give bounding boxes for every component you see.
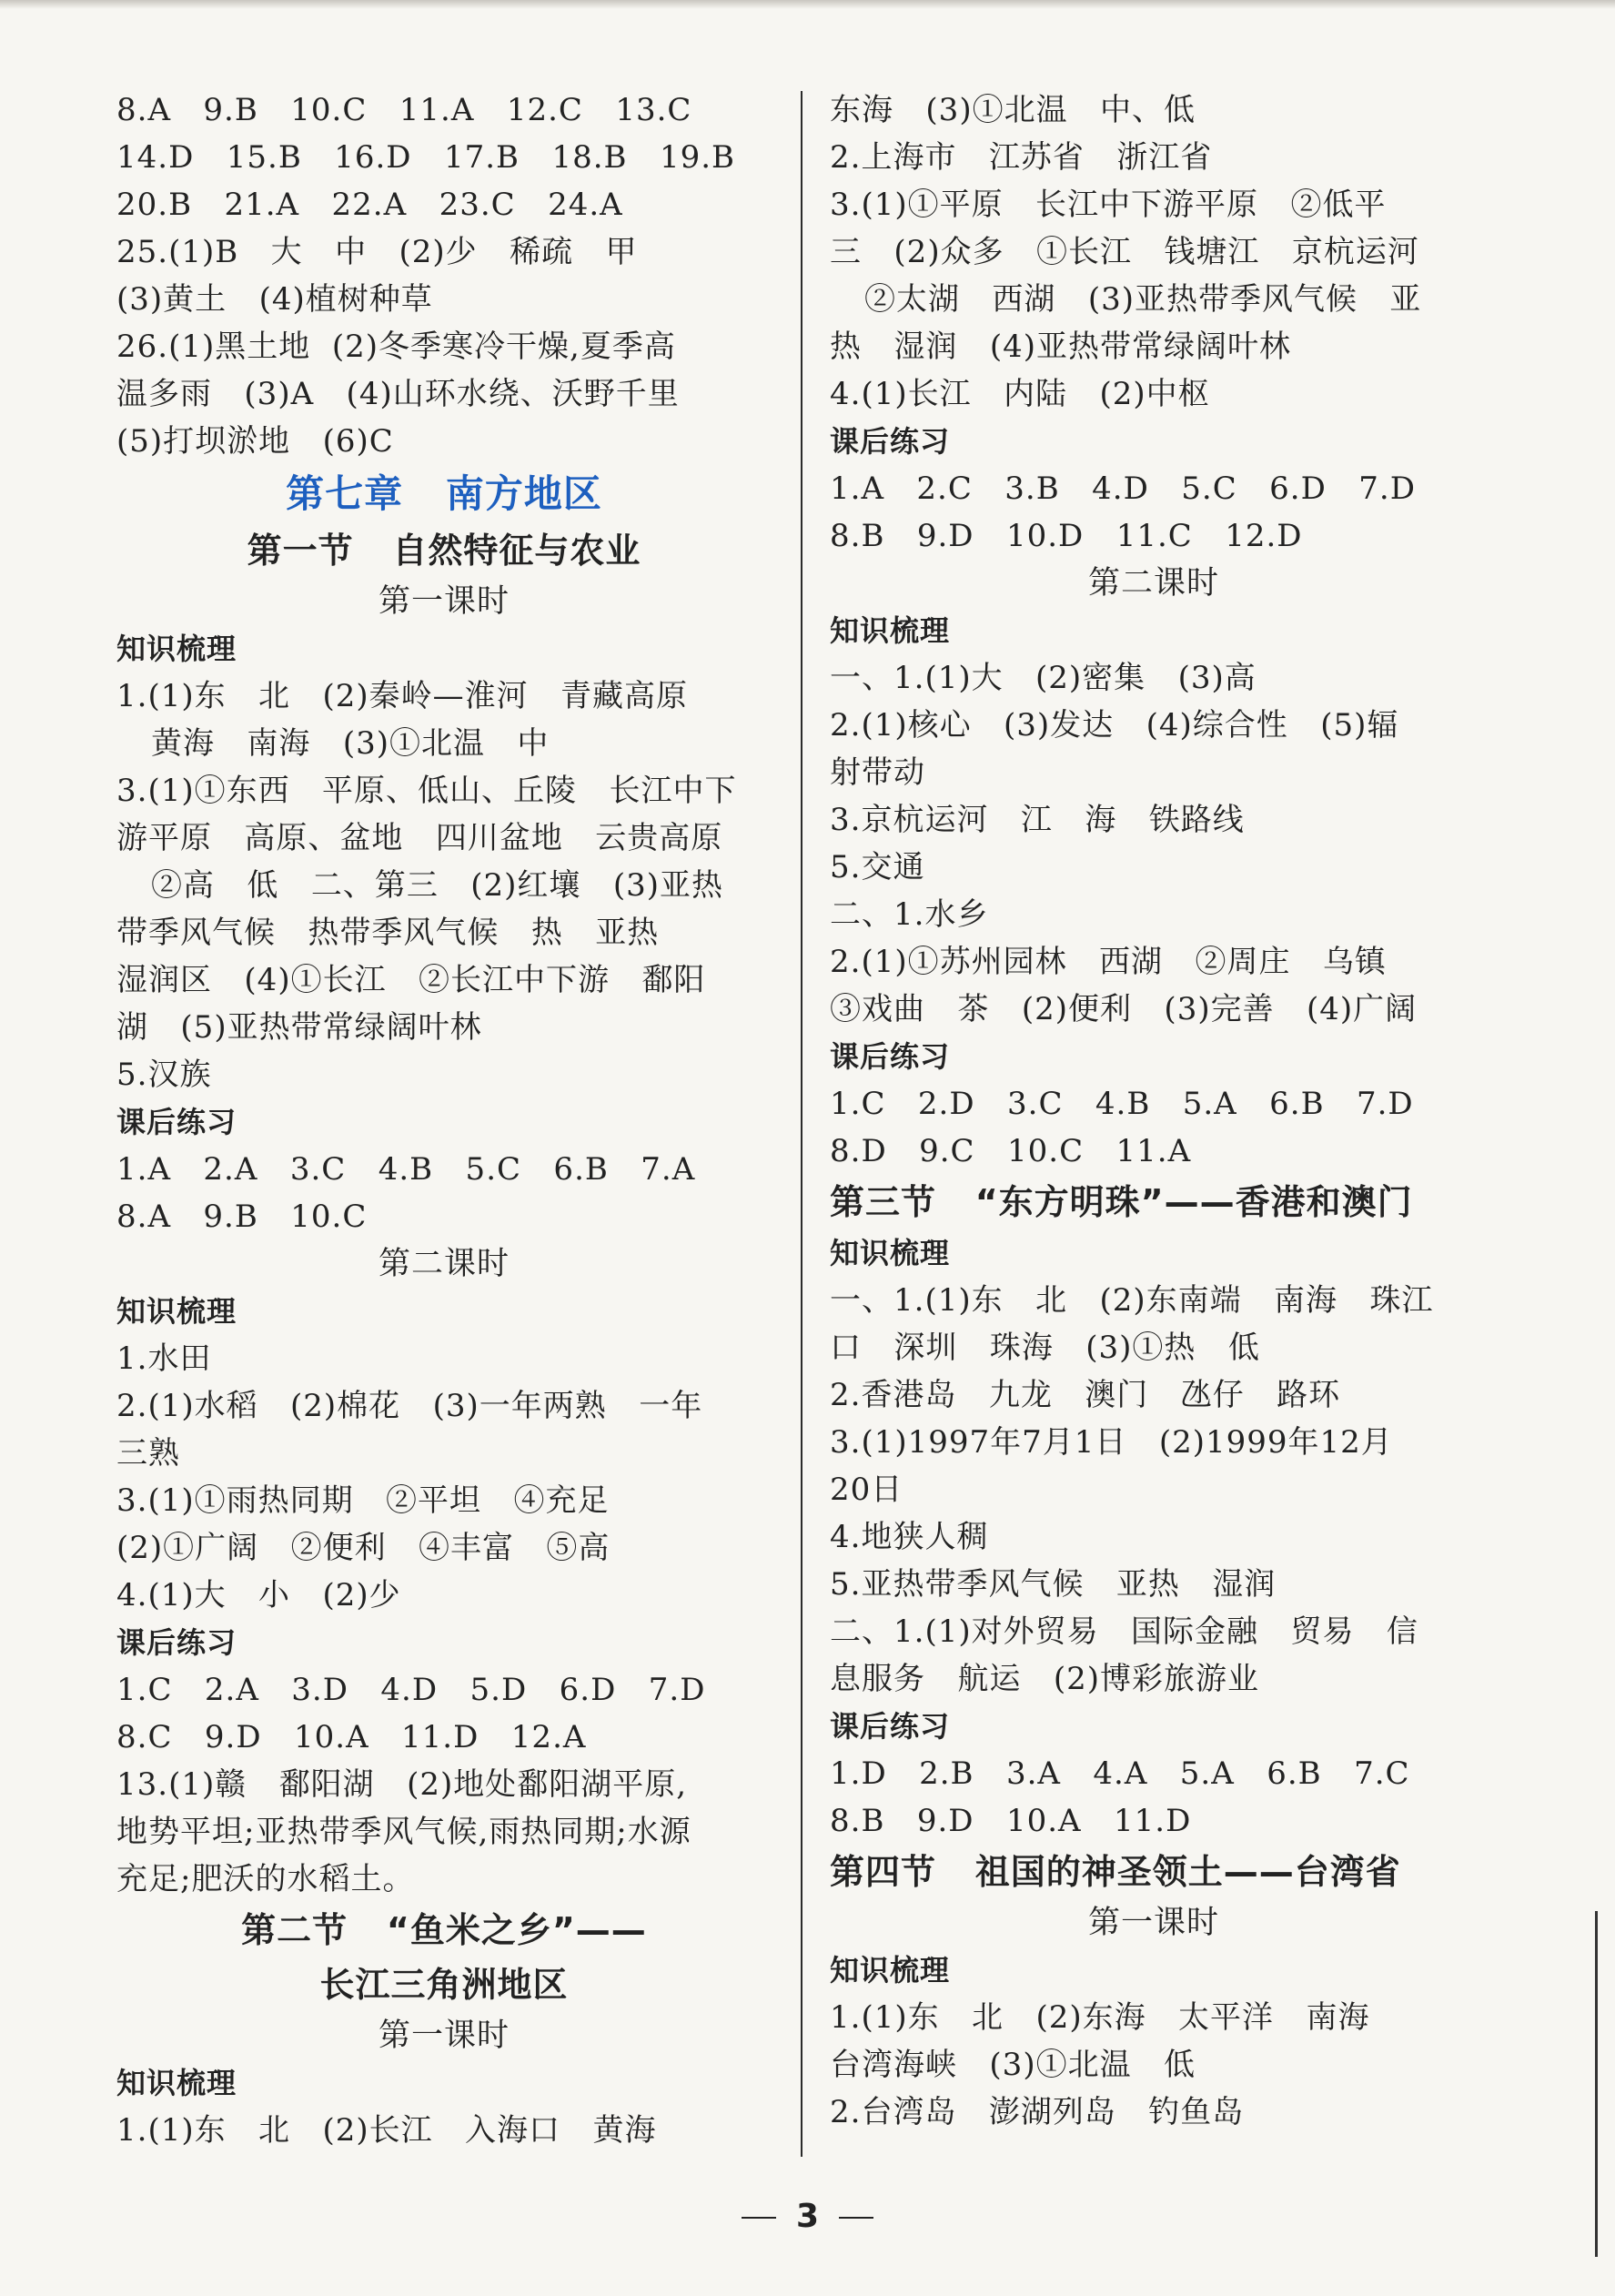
answer-line: 1.C 2.A 3.D 4.D 5.D 6.D 7.D — [116, 1672, 706, 1708]
page-number: 3 — [795, 2198, 820, 2235]
answer-line: 热 湿润 (4)亚热带常绿阔叶林 — [830, 329, 1292, 365]
section-title: 第三节 “东方明珠”——香港和澳门 — [830, 1182, 1413, 1222]
answer-line: 5.亚热带季风气候 亚热 湿润 — [830, 1566, 1277, 1603]
answer-line: 8.B 9.D 10.A 11.D — [830, 1803, 1192, 1839]
answer-line: ②高 低 二、第三 (2)红壤 (3)亚热 — [151, 867, 724, 904]
answer-line: 黄海 南海 (3)①北温 中 — [151, 725, 550, 762]
subsection-heading: 知识梳理 — [830, 1953, 951, 1988]
answer-line: 1.水田 — [116, 1340, 212, 1377]
subsection-heading: 课后练习 — [830, 1709, 951, 1744]
left-column — [116, 86, 772, 2154]
lesson-heading: 第一课时 — [378, 583, 510, 620]
section-title: 第二节 “鱼米之乡”—— — [241, 1910, 647, 1950]
answer-line: 3.(1)①平原 长江中下游平原 ②低平 — [830, 187, 1387, 223]
column-divider — [801, 91, 802, 2157]
answer-line: 带季风气候 热带季风气候 热 亚热 — [116, 915, 660, 951]
answer-line: 1.(1)东 北 (2)东海 太平洋 南海 — [830, 1999, 1370, 2036]
answer-line: 25.(1)B 大 中 (2)少 稀疏 甲 — [116, 234, 638, 270]
subsection-heading: 课后练习 — [830, 424, 951, 459]
lesson-heading: 第一课时 — [1087, 1905, 1219, 1941]
answer-line: 20日 — [830, 1472, 903, 1508]
answer-line: 息服务 航运 (2)博彩旅游业 — [830, 1661, 1260, 1697]
answer-line: 2.(1)①苏州园林 西湖 ②周庄 乌镇 — [830, 944, 1387, 980]
answer-line: 2.(1)核心 (3)发达 (4)综合性 (5)辐 — [830, 707, 1399, 743]
answer-line: (3)黄土 (4)植树种草 — [116, 281, 433, 318]
subsection-heading: 课后练习 — [116, 1625, 237, 1660]
right-column — [830, 86, 1478, 2136]
footer-dash-right — [839, 2217, 873, 2219]
answer-line: 二、1.(1)对外贸易 国际金融 贸易 信 — [830, 1613, 1418, 1650]
answer-line: 地势平坦;亚热带季风气候,雨热同期;水源 — [116, 1814, 691, 1850]
lesson-heading: 第二课时 — [1087, 565, 1219, 602]
answer-line: 一、1.(1)大 (2)密集 (3)高 — [830, 660, 1257, 696]
answer-line: 1.A 2.C 3.B 4.D 5.C 6.D 7.D — [830, 470, 1416, 507]
answer-line: 8.B 9.D 10.D 11.C 12.D — [830, 518, 1303, 554]
page-edge-line — [1595, 1911, 1598, 2257]
answer-line: 1.D 2.B 3.A 4.A 5.A 6.B 7.C — [830, 1755, 1410, 1792]
answer-line: 温多雨 (3)A (4)山环水绕、沃野千里 — [116, 376, 680, 412]
answer-line: 台湾海峡 (3)①北温 低 — [830, 2047, 1196, 2083]
answer-line: 3.(1)①东西 平原、低山、丘陵 长江中下 — [116, 773, 737, 809]
footer-dash-left — [742, 2217, 776, 2219]
answer-line: 2.香港岛 九龙 澳门 氹仔 路环 — [830, 1377, 1341, 1413]
answer-line: 8.D 9.C 10.C 11.A — [830, 1133, 1192, 1169]
answer-line: 8.A 9.B 10.C 11.A 12.C 13.C — [116, 92, 692, 128]
answer-line: 三熟 — [116, 1435, 180, 1472]
answer-line: 3.(1)①雨热同期 ②平坦 ④充足 — [116, 1482, 610, 1519]
subsection-heading: 课后练习 — [116, 1105, 237, 1139]
answer-line: 湖 (5)亚热带常绿阔叶林 — [116, 1009, 482, 1046]
subsection-heading: 知识梳理 — [116, 632, 237, 666]
answer-line: 1.(1)东 北 (2)秦岭—淮河 青藏高原 — [116, 678, 689, 714]
chapter-title: 第七章 南方地区 — [286, 471, 602, 516]
answer-line: 口 深圳 珠海 (3)①热 低 — [830, 1330, 1260, 1366]
answer-line: 5.交通 — [830, 849, 925, 885]
answer-line: 26.(1)黑土地 (2)冬季寒冷干燥,夏季高 — [116, 329, 676, 365]
answer-line: 湿润区 (4)①长江 ②长江中下游 鄱阳 — [116, 962, 706, 998]
answer-line: 三 (2)众多 ①长江 钱塘江 京杭运河 — [830, 234, 1419, 270]
answer-line: 1.C 2.D 3.C 4.B 5.A 6.B 7.D — [830, 1086, 1414, 1122]
subsection-heading: 课后练习 — [830, 1039, 951, 1074]
answer-line: 东海 (3)①北温 中、低 — [830, 92, 1196, 128]
page-footer — [0, 2198, 1615, 2235]
answer-line: 4.(1)长江 内陆 (2)中枢 — [830, 376, 1210, 412]
subsection-heading: 知识梳理 — [116, 1294, 237, 1329]
lesson-heading: 第一课时 — [378, 2018, 510, 2054]
answer-line: 1.(1)东 北 (2)长江 入海口 黄海 — [116, 2112, 657, 2149]
answer-line: ②太湖 西湖 (3)亚热带季风气候 亚 — [864, 281, 1422, 318]
answer-line: 8.A 9.B 10.C — [116, 1199, 368, 1235]
answer-line: (5)打坝淤地 (6)C — [116, 423, 394, 460]
answer-line: 一、1.(1)东 北 (2)东南端 南海 珠江 — [830, 1282, 1434, 1319]
top-edge-shadow — [0, 0, 1615, 9]
answer-line: 游平原 高原、盆地 四川盆地 云贵高原 — [116, 820, 723, 856]
answer-line: 4.地狭人稠 — [830, 1519, 989, 1555]
answer-line: 射带动 — [830, 754, 925, 791]
answer-line: 20.B 21.A 22.A 23.C 24.A — [116, 187, 623, 223]
answer-line: 2.台湾岛 澎湖列岛 钓鱼岛 — [830, 2094, 1245, 2130]
lesson-heading: 第二课时 — [378, 1246, 510, 1282]
answer-line: 14.D 15.B 16.D 17.B 18.B 19.B — [116, 139, 736, 176]
answer-line: 1.A 2.A 3.C 4.B 5.C 6.B 7.A — [116, 1151, 696, 1188]
subsection-heading: 知识梳理 — [116, 2066, 237, 2100]
answer-line: 8.C 9.D 10.A 11.D 12.A — [116, 1719, 587, 1755]
section-title: 第一节 自然特征与农业 — [247, 531, 641, 571]
section-title: 长江三角洲地区 — [319, 1965, 569, 2005]
section-title: 第四节 祖国的神圣领土——台湾省 — [830, 1852, 1401, 1892]
answer-line: 二、1.水乡 — [830, 896, 989, 933]
answer-line: 2.上海市 江苏省 浙江省 — [830, 139, 1213, 176]
answer-line: 3.京杭运河 江 海 铁路线 — [830, 802, 1245, 838]
answer-line: ③戏曲 茶 (2)便利 (3)完善 (4)广阔 — [830, 991, 1418, 1027]
subsection-heading: 知识梳理 — [830, 1236, 951, 1270]
answer-line: 4.(1)大 小 (2)少 — [116, 1577, 401, 1613]
answer-line: 充足;肥沃的水稻土。 — [116, 1861, 415, 1897]
answer-line: (2)①广阔 ②便利 ④丰富 ⑤高 — [116, 1530, 611, 1566]
subsection-heading: 知识梳理 — [830, 613, 951, 648]
answer-line: 2.(1)水稻 (2)棉花 (3)一年两熟 一年 — [116, 1388, 703, 1424]
answer-line: 13.(1)赣 鄱阳湖 (2)地处鄱阳湖平原, — [116, 1766, 688, 1803]
answer-line: 5.汉族 — [116, 1057, 212, 1093]
answer-line: 3.(1)1997年7月1日 (2)1999年12月 — [830, 1424, 1393, 1461]
